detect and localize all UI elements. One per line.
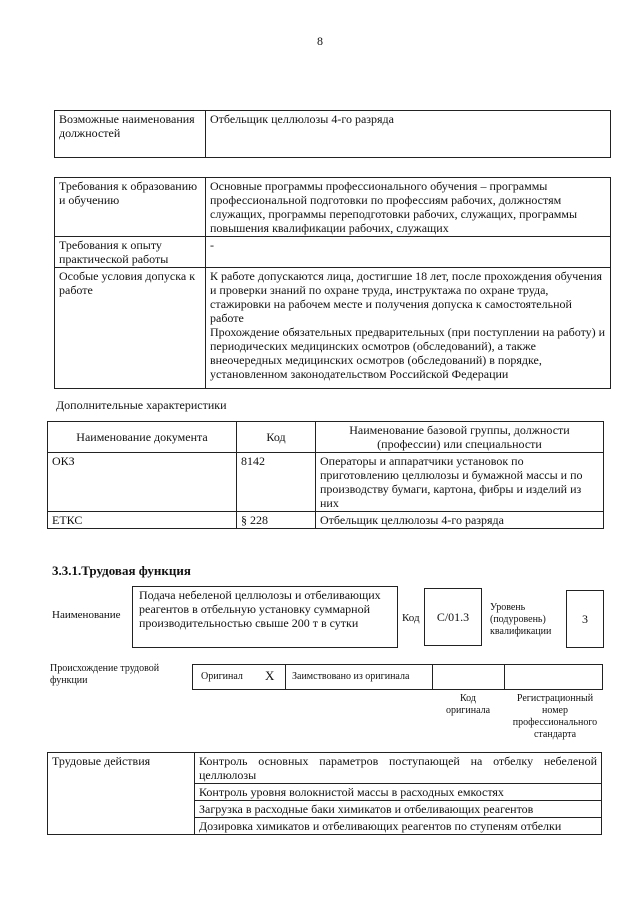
row-okz-code: 8142 <box>237 453 316 512</box>
original-cell <box>192 664 285 690</box>
row-etks-code: § 228 <box>237 512 316 529</box>
function-name-box: Подача небеленой целлюлозы и отбеливающих реагентов в отбельную установку суммарной производительностью свыше 200 т в сутки <box>132 586 398 648</box>
list-item <box>48 753 602 784</box>
level-box: 3 <box>566 590 604 648</box>
requirements-table <box>54 177 611 389</box>
header-group: Наименование базовой группы, должности (профессии) или специальности <box>316 422 604 453</box>
code-label: Код <box>402 612 420 624</box>
header-document: Наименование документа <box>48 422 237 453</box>
positions-label: Возможные наименования должностей <box>55 111 206 158</box>
action-item-1: Контроль основных параметров поступающей на отбелку небеленой целлюлозы <box>195 753 602 784</box>
conditions-paragraph-1: К работе допускаются лица, достигшие 18 лет, после прохождения обучения и проверки знаний по охране труда, инструктажа по охране труда, стажировки на рабочем месте и получения допуска к самостоятельной работе <box>210 269 603 325</box>
table-row <box>48 512 604 529</box>
positions-table <box>54 110 611 158</box>
actions-table <box>47 752 602 835</box>
code-original-cell <box>432 664 505 690</box>
actions-label: Трудовые действия <box>48 753 195 835</box>
section-title: 3.3.1.Трудовая функция <box>52 563 191 578</box>
conditions-paragraph-2: Прохождение обязательных предварительных (при поступлении на работу) и периодических медицинских осмотров (обследований), а также внеочередных медицинских осмотров (обследований) в порядке, установленном законодательством Российской Федерации <box>210 325 606 381</box>
code-original-label: Код оригинала <box>445 693 491 716</box>
table-row <box>48 453 604 512</box>
level-label: Уровень (подуровень) квалификации <box>490 602 552 637</box>
header-code: Код <box>237 422 316 453</box>
experience-value: - <box>206 237 611 268</box>
origin-label: Происхождение трудовой функции <box>50 663 160 686</box>
borrowed-label: Заимствовано из оригинала <box>292 671 410 682</box>
original-mark: X <box>265 668 275 683</box>
requirements-row-education <box>55 178 611 237</box>
experience-label: Требования к опыту практической работы <box>55 237 206 268</box>
positions-value: Отбельщик целлюлозы 4-го разряда <box>206 111 611 158</box>
name-label: Наименование <box>52 609 121 621</box>
borrowed-cell <box>285 664 433 690</box>
page-number: 8 <box>317 34 323 48</box>
education-value: Основные программы профессионального обучения – программы профессиональной подготовки по профессиям рабочих, должностям служащих, программы переподготовки рабочих, служащих, программы повышения квалификации рабочих, служащих <box>206 178 611 237</box>
action-item-3: Загрузка в расходные баки химикатов и отбеливающих реагентов <box>195 801 602 818</box>
reg-number-cell <box>505 664 603 690</box>
original-label: Оригинал <box>201 671 243 682</box>
additional-table <box>47 421 604 529</box>
code-box: С/01.3 <box>424 588 482 646</box>
row-etks-name: Отбельщик целлюлозы 4-го разряда <box>316 512 604 529</box>
row-okz-name: Операторы и аппаратчики установок по приготовлению целлюлозы и бумажной массы и по производству бумаги, картона, фибры и изделий из них <box>316 453 604 512</box>
conditions-label: Особые условия допуска к работе <box>55 268 206 389</box>
row-etks-doc: ЕТКС <box>48 512 237 529</box>
requirements-row-conditions <box>55 268 611 389</box>
action-item-2: Контроль уровня волокнистой массы в расходных емкостях <box>195 784 602 801</box>
requirements-row-experience <box>55 237 611 268</box>
additional-header-row <box>48 422 604 453</box>
action-item-4: Дозировка химикатов и отбеливающих реагентов по ступеням отбелки <box>195 818 602 835</box>
reg-number-label: Регистрационный номер профессионального стандарта <box>512 693 598 740</box>
education-label: Требования к образованию и обучению <box>55 178 206 237</box>
conditions-value <box>206 268 611 389</box>
row-okz-doc: ОКЗ <box>48 453 237 512</box>
additional-title: Дополнительные характеристики <box>56 398 227 412</box>
